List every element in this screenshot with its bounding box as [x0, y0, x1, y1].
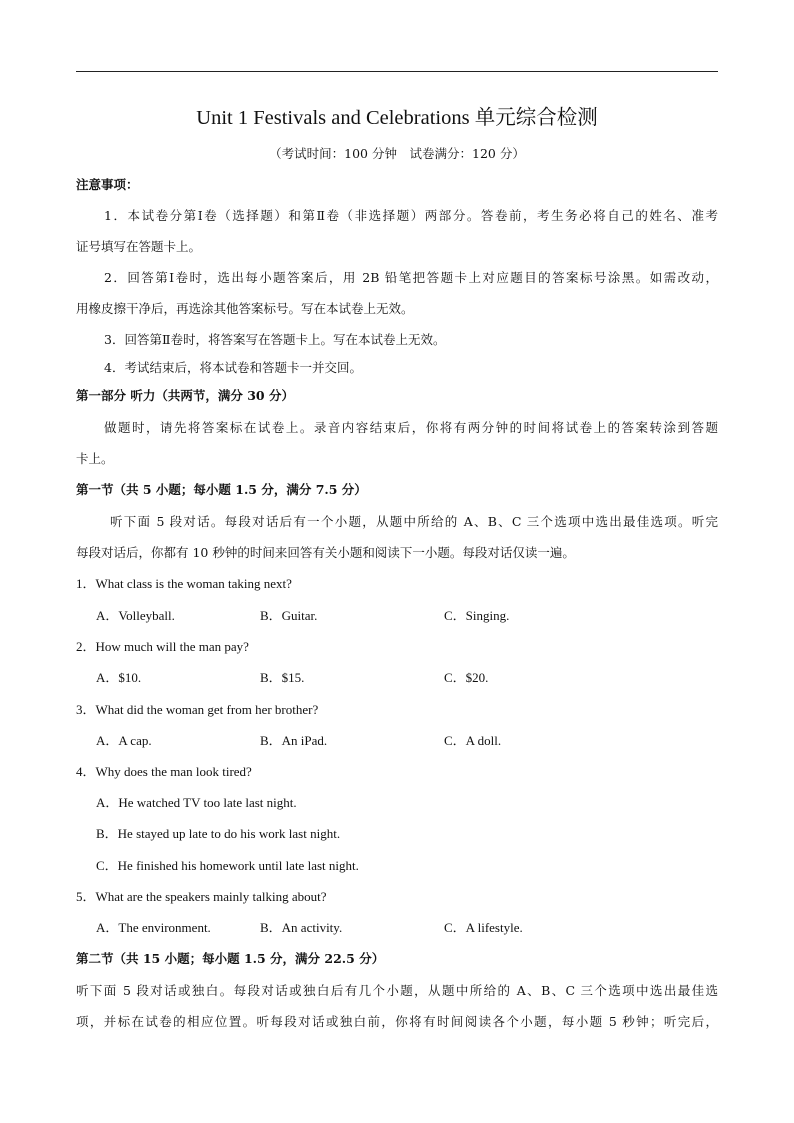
section-1-heading: 第一节（共 5 小题；每小题 1.5 分，满分 7.5 分） — [76, 482, 367, 497]
notice-item-4: 4．考试结束后，将本试卷和答题卡一并交回。 — [104, 360, 362, 375]
question-4: 4．Why does the man look tired? — [76, 764, 252, 779]
question-2: 2．How much will the man pay? — [76, 639, 249, 654]
question-5: 5．What are the speakers mainly talking about? — [76, 889, 327, 904]
notice-item-1-line-1: 1．本试卷分第Ⅰ卷（选择题）和第Ⅱ卷（非选择题）两部分。答卷前，考生务必将自己的姓名、准考 — [104, 208, 718, 223]
question-1: 1．What class is the woman taking next? — [76, 576, 292, 591]
question-3-option-c: C．A doll. — [444, 733, 502, 748]
section-2-intro-line-2: 项，并标在试卷的相应位置。听每段对话或独白前，你将有时间阅读各个小题，每小题 5 秒钟；听完后， — [76, 1014, 718, 1029]
question-3-option-b: B．An iPad. — [260, 733, 328, 748]
question-4-option-b: B．He stayed up late to do his work last night. — [96, 826, 341, 841]
question-4-option-c: C．He finished his homework until late last night. — [96, 858, 359, 873]
part-1-intro-line-1: 做题时，请先将答案标在试卷上。录音内容结束后，你将有两分钟的时间将试卷上的答案转涂到答题 — [104, 420, 718, 435]
question-2-option-a: A．$10. — [96, 670, 142, 685]
section-1-intro-line-1: 听下面 5 段对话。每段对话后有一个小题，从题中所给的 A、B、C 三个选项中选出最佳选项。听完 — [110, 514, 718, 529]
notice-item-1-line-2: 证号填写在答题卡上。 — [76, 239, 202, 254]
header-rule — [76, 71, 718, 72]
question-1-option-b: B．Guitar. — [260, 608, 318, 623]
question-4-option-a: A．He watched TV too late last night. — [96, 795, 297, 810]
notice-item-2-line-1: 2．回答第Ⅰ卷时，选出每小题答案后，用 2B 铅笔把答题卡上对应题目的答案标号涂黑。如需改动， — [104, 270, 718, 285]
section-1-intro-line-2: 每段对话后，你都有 10 秒钟的时间来回答有关小题和阅读下一小题。每段对话仅读一遍。 — [76, 545, 575, 560]
question-3: 3．What did the woman get from her brother? — [76, 702, 319, 717]
question-5-option-b: B．An activity. — [260, 920, 343, 935]
section-2-intro-line-1: 听下面 5 段对话或独白。每段对话或独白后有几个小题，从题中所给的 A、B、C 三个选项中选出最佳选 — [76, 983, 718, 998]
question-2-option-c: C．$20. — [444, 670, 489, 685]
question-1-option-a: A．Volleyball. — [96, 608, 175, 623]
part-1-intro-line-2: 卡上。 — [76, 451, 114, 466]
section-2-heading: 第二节（共 15 小题；每小题 1.5 分，满分 22.5 分） — [76, 951, 385, 966]
exam-info: （考试时间：100 分钟 试卷满分：120 分） — [269, 146, 525, 161]
question-3-option-a: A．A cap. — [96, 733, 152, 748]
notice-heading: 注意事项： — [76, 177, 139, 192]
question-2-option-b: B．$15. — [260, 670, 305, 685]
question-1-option-c: C．Singing. — [444, 608, 510, 623]
part-1-heading: 第一部分 听力（共两节，满分 30 分） — [76, 388, 294, 403]
notice-item-3: 3．回答第Ⅱ卷时，将答案写在答题卡上。写在本试卷上无效。 — [104, 332, 446, 347]
page-title: Unit 1 Festivals and Celebrations 单元综合检测 — [196, 107, 598, 129]
question-5-option-c: C．A lifestyle. — [444, 920, 523, 935]
notice-item-2-line-2: 用橡皮擦干净后，再选涂其他答案标号。写在本试卷上无效。 — [76, 301, 414, 316]
question-5-option-a: A．The environment. — [96, 920, 211, 935]
